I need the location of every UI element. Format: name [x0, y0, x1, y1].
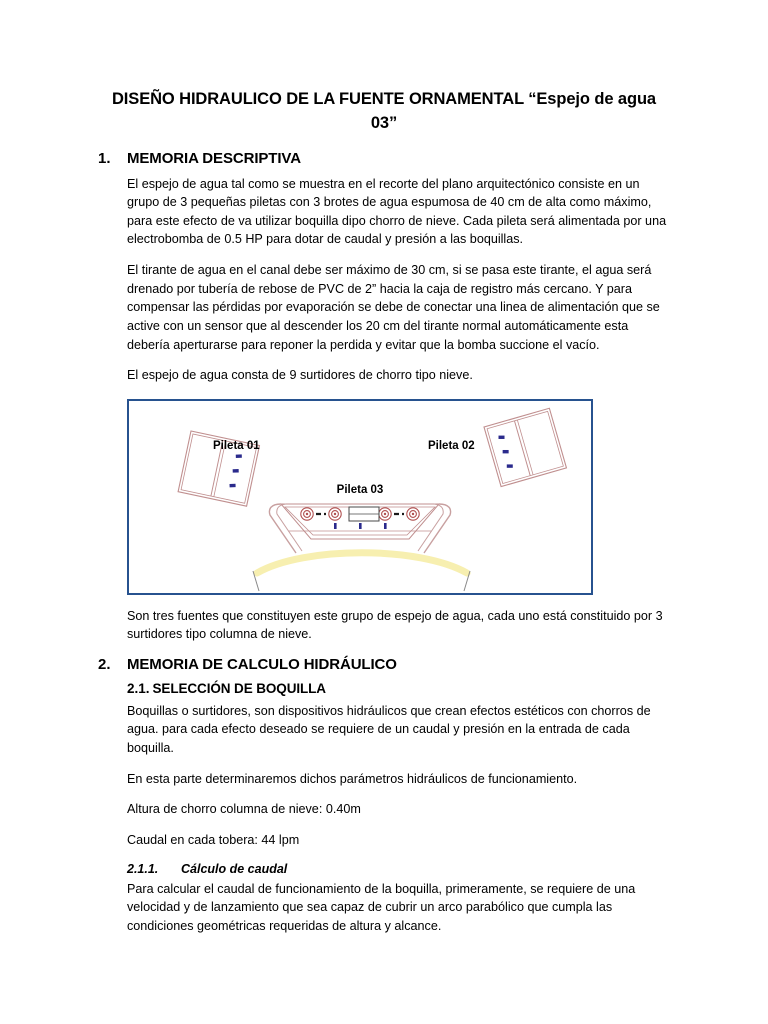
paragraph: Para calcular el caudal de funcionamiento de la boquilla, primeramente, se requiere de una velocidad y de lanzamiento que sea capaz de cubrir un arco parabólico que cumpla las condiciones geométricas requeridas de altura y alcance. [127, 881, 636, 933]
subsubsection-number-2-1-1: 2.1.1. [127, 862, 159, 877]
subsection-number-2-1: 2.1. [127, 680, 150, 696]
subsection-2-1-body [127, 702, 670, 850]
nozzle-icon [379, 508, 391, 520]
nozzle-icon [407, 508, 419, 520]
paragraph: El espejo de agua tal como se muestra en el recorte del plano arquitectónico consiste en un grupo de 3 pequeñas piletas con 3 brotes de agua espumosa de 40 cm de alta como máximo, para este efecto de va utilizar boquilla dipo chorro de nieve. Cada pileta será alimentada por una electrobomba de 0.5 HP para dotar de caudal y presión a las boquillas. [127, 176, 667, 247]
pool-03-label: Pileta 03 [336, 483, 384, 496]
nozzle-icon [329, 508, 341, 520]
nozzle-icon [301, 508, 313, 520]
pool-01-nozzle-markers [229, 453, 243, 488]
paragraph: Son tres fuentes que constituyen este grupo de espejo de agua, cada uno está constituido por 3 surtidores tipo columna de nieve. [127, 608, 663, 642]
paragraph: El espejo de agua consta de 9 surtidores de chorro tipo nieve. [127, 368, 473, 383]
pool-01-label: Pileta 01 [213, 439, 260, 452]
section-1-body [127, 175, 670, 385]
parameter-jet-height: Altura de chorro columna de nieve: 0.40m [127, 802, 361, 817]
section-1-after-figure [127, 607, 670, 644]
paragraph: Boquillas o surtidores, son dispositivos hidráulicos que crean efectos estéticos con chorros de agua. para cada efecto deseado se requiere de un caudal y presión en la entrada de cada boquilla. [127, 703, 651, 755]
subsubsection-2-1-1-body [127, 880, 670, 936]
section-number-2: 2. [98, 656, 111, 674]
pool-02-label: Pileta 02 [428, 439, 475, 452]
equipment-box [349, 507, 379, 521]
pool-03-nozzle-markers [334, 523, 387, 529]
subsection-title-2-1: SELECCIÓN DE BOQUILLA [152, 680, 326, 696]
section-number-1: 1. [98, 149, 111, 167]
subsection-heading-2-1 [127, 681, 670, 698]
section-heading-2 [98, 656, 670, 675]
subsubsection-heading-2-1-1 [127, 861, 670, 877]
pool-03-nozzles [301, 507, 419, 529]
section-title-1: MEMORIA DESCRIPTIVA [127, 149, 301, 167]
water-arc [257, 553, 467, 573]
pool-02-nozzle-markers [498, 434, 514, 469]
section-title-2: MEMORIA DE CALCULO HIDRÁULICO [127, 656, 397, 674]
pool-02-shape [484, 408, 566, 486]
fountain-plan-figure [127, 399, 593, 595]
section-heading-1 [98, 150, 670, 169]
document-title: DISEÑO HIDRAULICO DE LA FUENTE ORNAMENTAL “Espejo de agua 03” [111, 90, 657, 132]
paragraph: El tirante de agua en el canal debe ser máximo de 30 cm, si se pasa este tirante, el agua será drenado por tubería de rebose de PVC de 2” hacia la caja de registro más cercano. Y para compensar las pérdidas por evaporación se debe de conectar una linea de alimentación que se active con un sensor que al descender los 20 cm del tirante normal automáticamente esta debería aperturarse para reponer la perdida y evitar que la bomba succione el vacío. [127, 263, 660, 352]
subsubsection-title-2-1-1: Cálculo de caudal [181, 862, 288, 877]
paragraph: En esta parte determinaremos dichos parámetros hidráulicos de funcionamiento. [127, 771, 578, 786]
fountain-plan-drawing [129, 401, 591, 593]
parameter-flow-rate: Caudal en cada tobera: 44 lpm [127, 832, 300, 847]
